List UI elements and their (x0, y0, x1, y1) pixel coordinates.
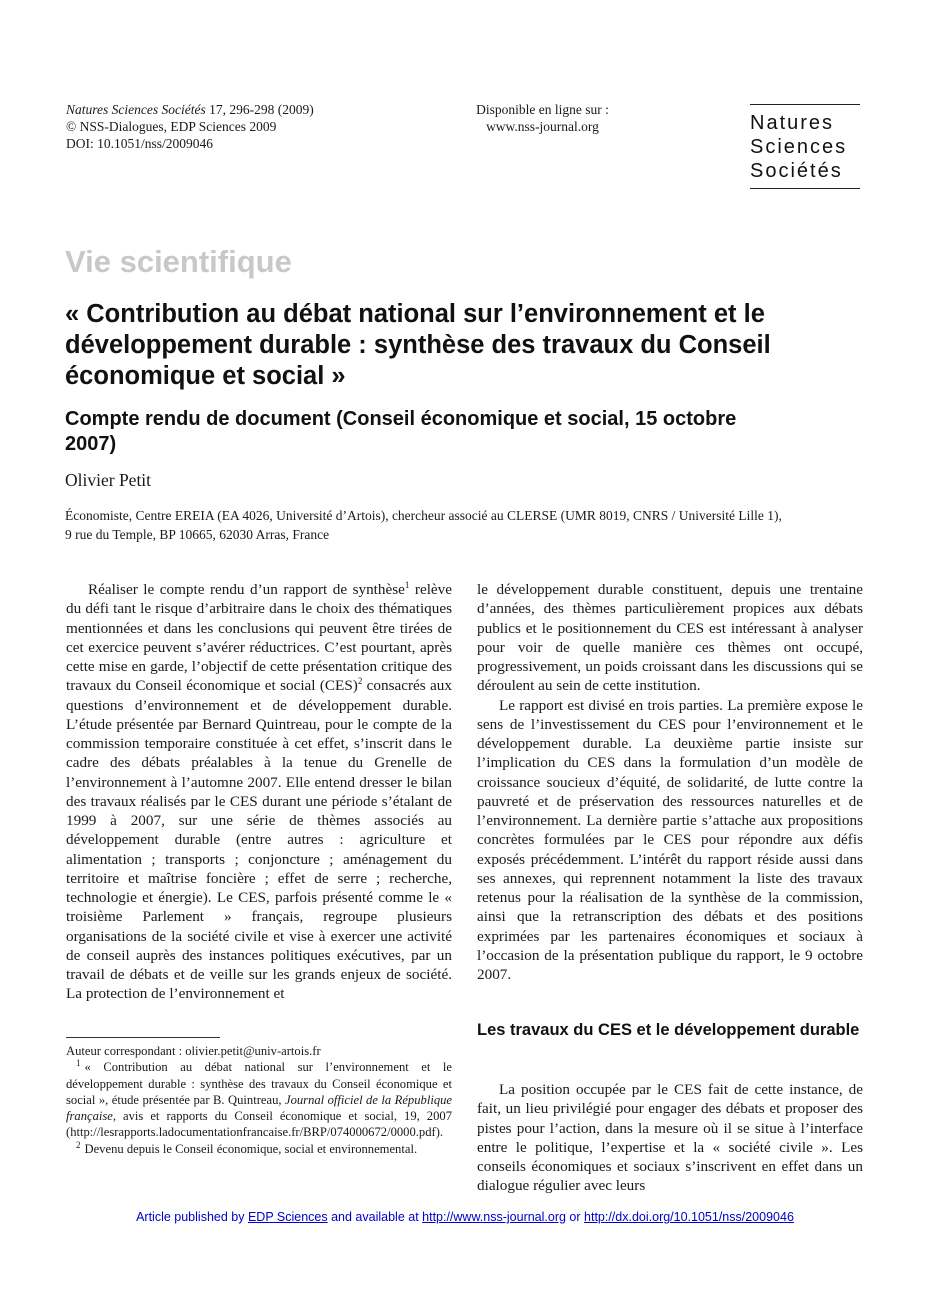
affiliation-line: Économiste, Centre EREIA (EA 4026, Université d’Artois), chercheur associé au CLERSE (UMR 8019, CNRS / Université Lille 1), (65, 508, 782, 523)
author-affiliation (65, 506, 885, 544)
footnote-1: $^1$ « Contribution au débat national sur l’environnement et le développement durable : synthèse des travaux du Conseil économique et social », étude présentée par B. Quintreau, Journal officiel de la République française, avis et rapports du Conseil économique et social, 19, 2007 (http://lesrapports.ladocumentationfrancaise.fr/BRP/074000672/0000.pdf). (66, 1058, 453, 1140)
article-subtitle: Compte rendu de document (Conseil économique et social, 15 octobre 2007) (65, 408, 737, 455)
author-name: Olivier Petit (65, 470, 152, 490)
available-label: Disponible en ligne sur : (476, 102, 609, 117)
corresponding-author: Auteur correspondant : olivier.petit@univ-artois.fr (66, 1044, 321, 1058)
journal-website[interactable]: www.nss-journal.org (486, 119, 599, 134)
journal-header (66, 101, 314, 152)
publisher-bar: Article published by EDP Sciences and available at http://www.nss-journal.org or http://dx.doi.org/10.1051/nss/2009046 (136, 1210, 794, 1224)
paragraph-intro: Réaliser le compte rendu d’un rapport de synthèse$^1$ relève du défi tant le risque d’arbitraire dans le choix des thématiques mentionnées et dans les conclusions qui peuvent être tirées de cet exercice peuvent s’avérer réductrices. C’est pourtant, après cette mise en garde, l’objectif de cette présentation critique des travaux du Conseil économique et social (CES)$^2$ consacrés aux questions d’environnement et de développement durable. L’étude présentée par Bernard Quintreau, pour le compte de la commission temporaire constituée à cet effet, s’inscrit dans le cadre des débats préalables à la tenue du Grenelle de l’environnement à l’automne 2007. Elle entend dresser le bilan des travaux réalisés par le CES durant une période s’étalant de 1999 à 2007, sur une série de thèmes associés au développement durable (entre autres : agriculture et alimentation ; transports ; conjoncture ; aménagement du territoire et maîtrise foncière ; effet de serre ; recherche, technologie et énergie). Le CES, parfois présenté comme le « troisième Parlement » français, regroupe plusieurs organisations de la société civile et vise à exercer une activité de conseil auprès des instances politiques exécutives, par un travail de débats et de veille sur les grands enjeux de société. La protection de l’environnement et (66, 579, 453, 1003)
journal-logo (750, 104, 860, 189)
footnote-ref-2[interactable]: 2 (357, 676, 363, 687)
section-body (477, 1080, 863, 1196)
body-column-right (477, 580, 863, 984)
journal-url-link[interactable]: http://www.nss-journal.org (422, 1210, 566, 1224)
doi-link[interactable]: http://dx.doi.org/10.1051/nss/2009046 (584, 1210, 794, 1224)
logo-line-societes: Sociétés (750, 160, 843, 182)
publisher-link[interactable]: EDP Sciences (247, 1210, 328, 1224)
article-title: « Contribution au débat national sur l’environnement et le développement durable : synthèse des travaux du Conseil économique et social » (65, 300, 771, 390)
affiliation-address: 9 rue du Temple, BP 10665, 62030 Arras, France (65, 527, 330, 542)
doi: DOI: 10.1051/nss/2009046 (66, 136, 214, 151)
body-column-left (66, 580, 452, 1004)
copyright: © NSS-Dialogues, EDP Sciences 2009 (66, 119, 277, 134)
footnote-divider (66, 1037, 220, 1038)
logo-line-sciences: Sciences (750, 136, 848, 158)
paragraph-position: La position occupée par le CES fait de cette instance, de fait, un lieu privilégié pour engager des débats et proposer des pistes pour l’action, dans la mesure où il se situe à l’interface entre le politique, l’expertise et la « société civile ». Les conseils économiques et sociaux s’inscrivent en effet dans un dialogue régulier avec leurs (477, 1081, 863, 1195)
logo-line-natures: Natures (750, 112, 835, 134)
section-heading: Les travaux du CES et le développement durable (477, 1021, 860, 1039)
footnotes (66, 1043, 452, 1157)
section-label: Vie scientifique (65, 244, 292, 279)
footnote-2: $^2$ Devenu depuis le Conseil économique, social et environnemental. (76, 1139, 418, 1156)
journal-citation: Natures Sciences Sociétés 17, 296-298 (2009) (66, 102, 314, 117)
footnote-ref-1[interactable]: 1 (404, 579, 410, 590)
availability-note (455, 101, 630, 135)
paragraph-intro-continued: le développement durable constituent, depuis une trentaine d’années, des thèmes particulièrement propices aux débats publics et le positionnement du CES est intéressant à analyser pour voir de quelle manière ces thèmes ont occupé, progressivement, un poids croissant dans les discussions qui se déroulent au sein de cette institution. (477, 581, 863, 695)
paragraph-structure: Le rapport est divisé en trois parties. La première expose le sens de l’investissement du CES pour l’environnement et le développement durable. La deuxième partie insiste sur l’implication du CES dans la formulation d’un modèle de croissance soucieux d’équité, de solidarité, de lutte contre la pauvreté et de préservation des ressources naturelles et de l’environnement. La dernière partie s’attache aux propositions concrètes formulées par le CES pour répondre aux défis exposés précédemment. L’intérêt du rapport réside aussi dans ses annexes, qui reprennent notamment la liste des travaux retenus pour la réalisation de la synthèse de la commission, ainsi que la retranscription des débats et des positions exprimées par les partenaires économiques et sociaux à l’occasion de la présentation publique du rapport, le 9 octobre 2007. (477, 696, 863, 983)
